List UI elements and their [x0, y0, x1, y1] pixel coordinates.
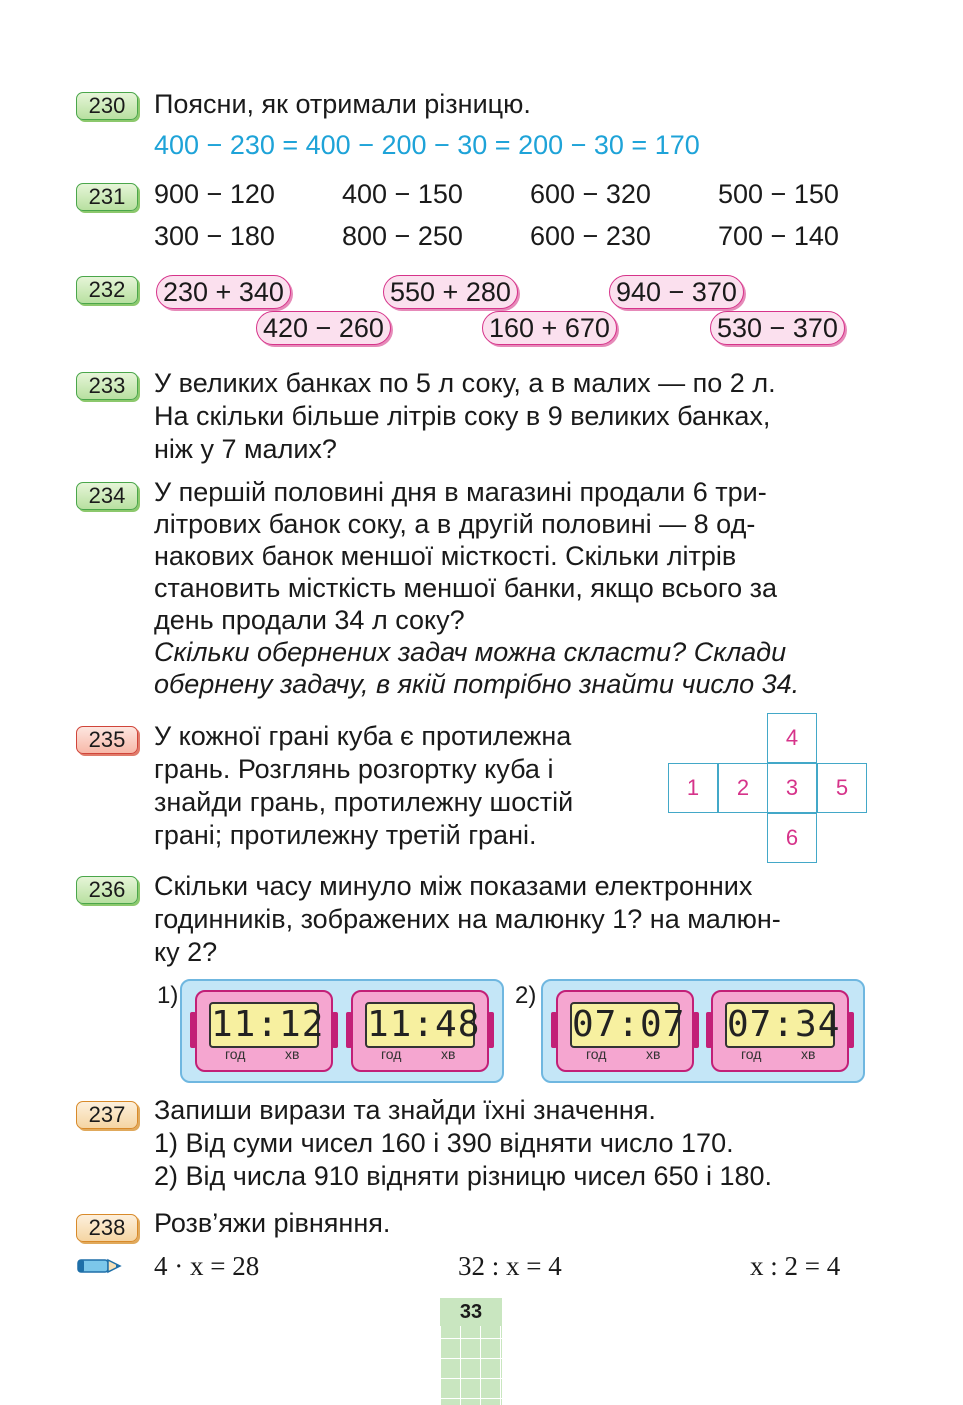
ex234-italic-line: Скільки обернених задач можна скласти? Склади [154, 637, 787, 667]
page-number: 33 [440, 1298, 502, 1326]
clock-display: 07:34 [725, 1002, 835, 1048]
digital-clock [711, 990, 849, 1072]
ex233-line: На скільки більше літрів соку в 9 великих банках, [154, 401, 771, 431]
ex233-line: У великих банках по 5 л соку, а в малих — по 2 л. [154, 368, 776, 398]
digital-clock [556, 990, 694, 1072]
cube-face: 2 [718, 763, 768, 813]
ex231-item: 300 − 180 [154, 221, 275, 251]
hours-label: год [586, 1046, 607, 1062]
ex231-item: 800 − 250 [342, 221, 463, 251]
ex234-line: накових банок меншої місткості. Скільки літрів [154, 541, 737, 571]
clock-display: 11:12 [209, 1002, 319, 1048]
clock-side [551, 1012, 557, 1048]
hours-label: год [381, 1046, 402, 1062]
ex236-line: годинників, зображених на малюнку 1? на малюн- [154, 904, 781, 934]
ex231-item: 900 − 120 [154, 179, 275, 209]
ex231-item: 700 − 140 [718, 221, 839, 251]
ex235-line: грані; протилежну третій грані. [154, 820, 537, 850]
ex232-oval: 420 − 260 [256, 311, 391, 345]
clock-display: 07:07 [570, 1002, 680, 1048]
ex231-item: 500 − 150 [718, 179, 839, 209]
exercise-number-234: 234 [76, 482, 138, 510]
exercise-230-text: Поясни, як отримали різницю. [154, 89, 531, 119]
exercise-number-237: 237 [76, 1101, 138, 1129]
cube-face: 1 [668, 763, 718, 813]
exercise-number-230: 230 [76, 92, 138, 120]
clock-side [346, 1012, 352, 1048]
clock-side [332, 1012, 338, 1048]
page-number-tab [440, 1298, 502, 1405]
ex237-line: Запиши вирази та знайди їхні значення. [154, 1095, 656, 1125]
hours-label: год [741, 1046, 762, 1062]
exercise-number-236: 236 [76, 876, 138, 904]
cube-face: 5 [817, 763, 867, 813]
equation-3: x : 2 = 4 [750, 1251, 841, 1281]
ex238-text: Розв’яжи рівняння. [154, 1208, 391, 1238]
ex233-line: ніж у 7 малих? [154, 434, 337, 464]
ex235-line: грань. Розглянь розгортку куба і [154, 754, 554, 784]
minutes-label: хв [285, 1046, 300, 1062]
exercise-230-example: 400 − 230 = 400 − 200 − 30 = 200 − 30 = 170 [154, 130, 700, 160]
ex234-line: літрових банок соку, а в другій половині — 8 од- [154, 509, 756, 539]
figure-label-1: 1) [157, 982, 179, 1009]
ex237-line: 2) Від числа 910 відняти різницю чисел 650 і 180. [154, 1161, 773, 1191]
clock-display: 11:48 [365, 1002, 475, 1048]
clock-side [190, 1012, 196, 1048]
digital-clock [195, 990, 333, 1072]
ex235-line: У кожної грані куба є протилежна [154, 721, 572, 751]
clock-side [488, 1012, 494, 1048]
figure-label-2: 2) [515, 982, 537, 1009]
minutes-label: хв [801, 1046, 816, 1062]
exercise-number-235: 235 [76, 726, 138, 754]
minutes-label: хв [646, 1046, 661, 1062]
cube-face: 3 [767, 763, 817, 813]
ex232-oval: 230 + 340 [156, 275, 291, 309]
pencil-icon [76, 1256, 122, 1276]
ex231-item: 600 − 230 [530, 221, 651, 251]
cube-face: 6 [767, 813, 817, 863]
digital-clock [351, 990, 489, 1072]
ex232-oval: 940 − 370 [609, 275, 744, 309]
ex237-line: 1) Від суми чисел 160 і 390 відняти число 170. [154, 1128, 734, 1158]
exercise-number-232: 232 [76, 276, 138, 304]
ex231-item: 400 − 150 [342, 179, 463, 209]
hours-label: год [225, 1046, 246, 1062]
clock-side [706, 1012, 712, 1048]
ex236-line: Скільки часу минуло між показами електронних [154, 871, 753, 901]
ex231-item: 600 − 320 [530, 179, 651, 209]
exercise-number-238: 238 [76, 1214, 138, 1242]
exercise-number-231: 231 [76, 183, 138, 211]
exercise-number-233: 233 [76, 372, 138, 400]
clock-side [848, 1012, 854, 1048]
equation-2: 32 : x = 4 [458, 1251, 562, 1281]
ex235-line: знайди грань, протилежну шостій [154, 787, 574, 817]
ex232-oval: 550 + 280 [383, 275, 518, 309]
ex232-oval: 530 − 370 [710, 311, 845, 345]
equation-1: 4 · x = 28 [154, 1251, 260, 1281]
ex234-line: становить місткість меншої банки, якщо всього за [154, 573, 778, 603]
ex234-italic-line: обернену задачу, в якій потрібно знайти число 34. [154, 669, 800, 699]
ex236-line: ку 2? [154, 937, 218, 967]
minutes-label: хв [441, 1046, 456, 1062]
ex234-line: день продали 34 л соку? [154, 605, 465, 635]
clock-side [693, 1012, 699, 1048]
cube-face: 4 [767, 713, 817, 763]
ex232-oval: 160 + 670 [482, 311, 617, 345]
ex234-line: У першій половині дня в магазині продали 6 три- [154, 477, 767, 507]
